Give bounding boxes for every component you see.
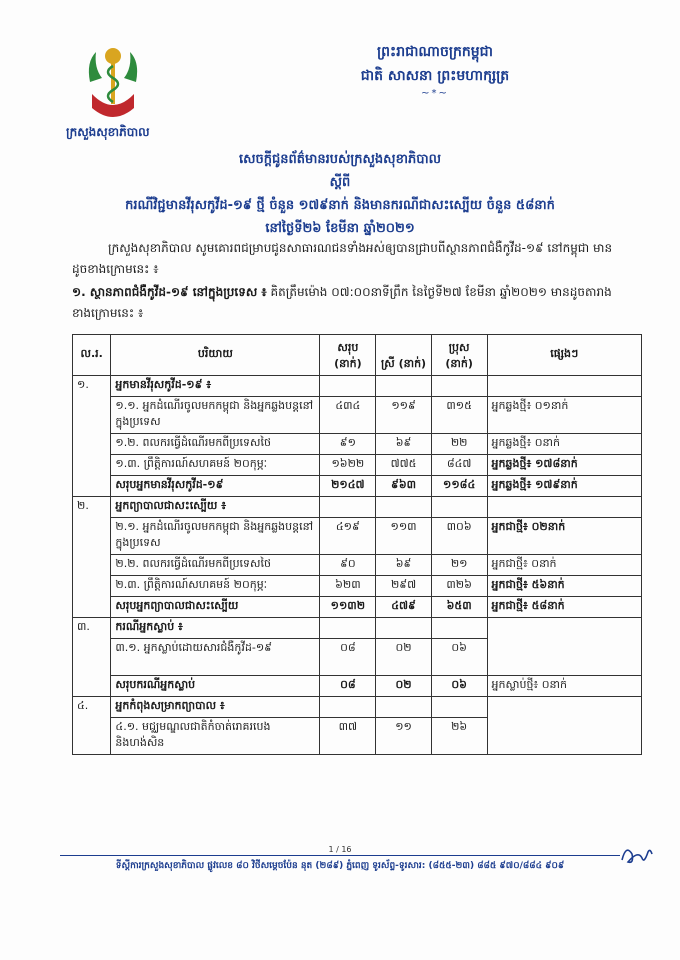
cell-total: ៩០ [320,555,376,576]
row-description: ២.៣. ព្រឹត្តិការណ៍សហគមន៍ ២០កុម្ភៈ [111,576,320,597]
cell-note: អ្នកជាថ្មី៖ ៥៨នាក់ [487,597,641,618]
cell-total: ៣៧ [320,718,376,755]
row-description: ២.២. ពលករធ្វើដំណើរមកពីប្រទេសថៃ [111,555,320,576]
title-line-3: ករណីវិជ្ជមានវីរុសកូវីដ-១៩ ថ្មី ចំនួន ១៧៩នាក់ និងមានករណីជាសះស្បើយ ចំនួន ៥៨នាក់ [125,198,555,213]
title-line-2: ស្តីពី [329,175,351,190]
table-row [73,376,642,397]
cell-male: ៣១៥ [431,397,487,434]
table-row [73,455,642,476]
header-male: ប្រុស (នាក់) [431,335,487,376]
cell-female: ១១៣ [376,518,431,555]
section-title: ករណីអ្នកស្លាប់ ៖ [111,618,320,639]
cell-note: អ្នកជាថ្មី៖ ០នាក់ [487,555,641,576]
covid-statistics-table [72,334,642,755]
header-total: សរុប (នាក់) [320,335,376,376]
row-description: ៣.១. អ្នកស្លាប់ដោយសារជំងឺកូវីដ-១៩ [111,639,320,676]
cell-male: ៨៤៧ [431,455,487,476]
cell-female: ២៩៧ [376,576,431,597]
section-title: អ្នកកំពុងសម្រាកព្យាបាល ៖ [111,697,320,718]
cell-male: ២៦ [431,718,487,755]
ministry-label: ក្រសួងសុខាភិបាល [66,125,150,139]
section-number: ៤. [73,697,111,755]
cell-note: អ្នកឆ្លងថ្មី៖ ១៧៨នាក់ [487,455,641,476]
cell-total: ០៨ [320,639,376,676]
cell-male: ១១៨៤ [431,476,487,497]
cell-male: ២១ [431,555,487,576]
cell-male: ០៦ [431,639,487,676]
kingdom-line: ព្រះរាជាណាចក្រកម្ពុជា [376,44,493,60]
cell-total: ៦២៣ [320,576,376,597]
section-1-paragraph [72,282,620,324]
row-description: ២.១. អ្នកដំណើរចូលមកកម្ពុជា និងអ្នកឆ្លងបន្តនៅក្នុងប្រទេស [111,518,320,555]
table-row [73,618,642,639]
row-description: សរុបអ្នកមានវីរុសកូវីដ-១៩ [111,476,320,497]
section-number: ១. [73,376,111,497]
motto-line: ជាតិ សាសនា ព្រះមហាក្សត្រ [360,68,510,84]
section-number: ២. [73,497,111,618]
page-number: 1 / 16 [328,845,352,854]
header-no: ល.រ. [73,335,111,376]
table-total-row [73,476,642,497]
cell-female: ០២ [376,676,431,697]
row-description: ១.៣. ព្រឹត្តិការណ៍សហគមន៍ ២០កុម្ភៈ [111,455,320,476]
row-description: ៤.១. មជ្ឈមណ្ឌលជាតិកំចាត់រោគរបេង និងហង់សិន [111,718,320,755]
cell-total: ១១៣២ [320,597,376,618]
cell-female: ៩៦៣ [376,476,431,497]
table-row [73,434,642,455]
cell-total: ០៨ [320,676,376,697]
section-number: ៣. [73,618,111,697]
cell-female: ០២ [376,639,431,676]
footer-divider [60,855,620,856]
cell-note: អ្នកជាថ្មី៖ ០២នាក់ [487,518,641,555]
section-1-heading: ១. ស្ថានភាពជំងឺកូវីដ-១៩ នៅក្នុងប្រទេស ៖ [72,285,267,299]
intro-paragraph [72,238,620,280]
intro-text: ក្រសួងសុខាភិបាល សូមគោរពជម្រាបជូនសាធារណជនទាំងអស់ឲ្យបានជ្រាបពីស្ថានភាពជំងឺកូវីដ-១៩ នៅកម្ពុជា មានដូចខាងក្រោមនេះ ៖ [72,241,613,276]
footer-address: ទីស្តីការក្រសួងសុខាភិបាល ផ្លូវលេខ ៨០ វិថីសម្តេចប៉ែន នុត (២៨៩) ភ្នំពេញ ទូរស័ព្ទ-ទូរសារ: (៨៥៥-២៣) ៨៨៥ ៩៧០/៨៨៤ ៩០៩ [115,861,565,871]
cell-female: ៦៩ [376,434,431,455]
row-description: សរុបអ្នកព្យាបាលជាសះស្បើយ [111,597,320,618]
table-row [73,576,642,597]
row-description: ១.១. អ្នកដំណើរចូលមកកម្ពុជា និងអ្នកឆ្លងបន្តនៅក្នុងប្រទេស [111,397,320,434]
handwritten-signature [618,840,654,870]
cell-note: អ្នកស្លាប់ថ្មី៖ ០នាក់ [487,676,641,697]
header-note: ផ្សេងៗ [487,335,641,376]
section-title: អ្នកព្យាបាលជាសះស្បើយ ៖ [111,497,320,518]
table-total-row [73,597,642,618]
cell-note: អ្នកឆ្លងថ្មី៖ ០១នាក់ [487,397,641,434]
cell-male: ៣២៦ [431,576,487,597]
table-row [73,697,642,718]
kingdom-header [0,40,680,99]
cell-female: ១១ [376,718,431,755]
cell-note: អ្នកឆ្លងថ្មី៖ ១៧៩នាក់ [487,476,641,497]
document-title-block [30,148,650,240]
header-description: បរិយាយ [111,335,320,376]
cell-male: ២២ [431,434,487,455]
cell-note: អ្នកឆ្លងថ្មី៖ ០នាក់ [487,434,641,455]
cell-total: ៤១៩ [320,518,376,555]
cell-note: អ្នកជាថ្មី៖ ៥៦នាក់ [487,576,641,597]
cell-female: ៦៩ [376,555,431,576]
ornament: ~*~ [421,88,449,99]
section-title: អ្នកមានវីរុសកូវីដ-១៩ ៖ [111,376,320,397]
table-row [73,555,642,576]
cell-female: ៤៧៩ [376,597,431,618]
table-total-row [73,676,642,697]
table-header-row [73,335,642,376]
cell-total: ៤៣៤ [320,397,376,434]
cell-male: ៦៥៣ [431,597,487,618]
row-description: សរុបករណីអ្នកស្លាប់ [111,676,320,697]
title-line-4: នៅថ្ងៃទី២៦ ខែមីនា ឆ្នាំ២០២១ [265,221,415,236]
table-row [73,518,642,555]
title-line-1: សេចក្តីជូនព័ត៌មានរបស់ក្រសួងសុខាភិបាល [239,152,441,167]
cell-female: ១១៩ [376,397,431,434]
cell-male: ០៦ [431,676,487,697]
cell-male: ៣០៦ [431,518,487,555]
cell-total: ៩១ [320,434,376,455]
cell-female: ៧៧៥ [376,455,431,476]
section-1-text: គិតត្រឹមម៉ោង ០៧:០០នាទីព្រឹក នៃថ្ងៃទី២៧ ខែមីនា ឆ្នាំ២០២១ មានដូចតារាងខាងក្រោមនេះ ៖ [72,285,612,320]
table-row [73,397,642,434]
table-row [73,497,642,518]
header-female: ស្រី (នាក់) [376,335,431,376]
row-description: ១.២. ពលករធ្វើដំណើរមកពីប្រទេសថៃ [111,434,320,455]
cell-total: ២១៤៧ [320,476,376,497]
cell-total: ១៦២២ [320,455,376,476]
